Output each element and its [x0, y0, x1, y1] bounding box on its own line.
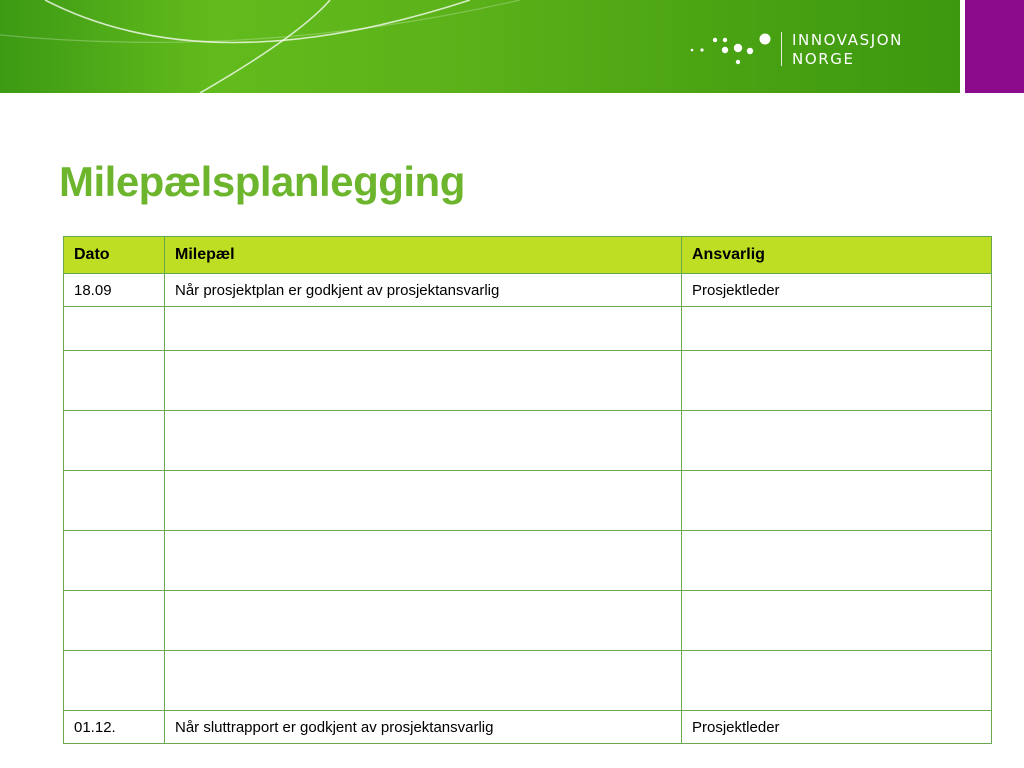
cell-dato	[64, 411, 165, 471]
cell-ansvarlig	[682, 471, 992, 531]
table-header-row	[64, 237, 992, 274]
cell-ansvarlig	[682, 651, 992, 711]
page-title: Milepælsplanlegging	[59, 158, 465, 205]
column-header-dato: Dato	[64, 237, 165, 274]
cell-ansvarlig: Prosjektleder	[682, 274, 992, 307]
cell-dato	[64, 471, 165, 531]
table-row	[64, 411, 992, 471]
cell-ansvarlig: Prosjektleder	[682, 711, 992, 744]
logo-line-2: NORGE	[792, 50, 855, 68]
cell-milepael	[165, 651, 682, 711]
table-row	[64, 471, 992, 531]
table-row	[64, 651, 992, 711]
cell-milepael	[165, 351, 682, 411]
cell-ansvarlig	[682, 411, 992, 471]
table-row	[64, 711, 992, 744]
cell-dato	[64, 351, 165, 411]
logo-wordmark	[792, 31, 903, 69]
cell-milepael	[165, 591, 682, 651]
cell-ansvarlig	[682, 307, 992, 351]
cell-milepael	[165, 307, 682, 351]
cell-ansvarlig	[682, 591, 992, 651]
cell-milepael	[165, 471, 682, 531]
cell-dato	[64, 307, 165, 351]
cell-dato	[64, 531, 165, 591]
column-header-ansvarlig: Ansvarlig	[682, 237, 992, 274]
cell-milepael: Når prosjektplan er godkjent av prosjektansvarlig	[165, 274, 682, 307]
cell-dato	[64, 591, 165, 651]
column-header-milepael: Milepæl	[165, 237, 682, 274]
cell-dato: 18.09	[64, 274, 165, 307]
milestone-table	[63, 236, 992, 744]
purple-accent-block	[965, 0, 1024, 93]
cell-dato: 01.12.	[64, 711, 165, 744]
header-banner	[0, 0, 960, 93]
cell-dato	[64, 651, 165, 711]
logo-dots-icon	[686, 28, 781, 73]
cell-ansvarlig	[682, 531, 992, 591]
logo-divider	[781, 32, 782, 66]
logo-line-1: INNOVASJON	[792, 31, 903, 49]
innovasjon-norge-logo	[686, 28, 926, 73]
table-row	[64, 274, 992, 307]
table-row	[64, 351, 992, 411]
table-row	[64, 531, 992, 591]
table-row	[64, 591, 992, 651]
cell-ansvarlig	[682, 351, 992, 411]
cell-milepael: Når sluttrapport er godkjent av prosjektansvarlig	[165, 711, 682, 744]
table-row	[64, 307, 992, 351]
cell-milepael	[165, 411, 682, 471]
cell-milepael	[165, 531, 682, 591]
